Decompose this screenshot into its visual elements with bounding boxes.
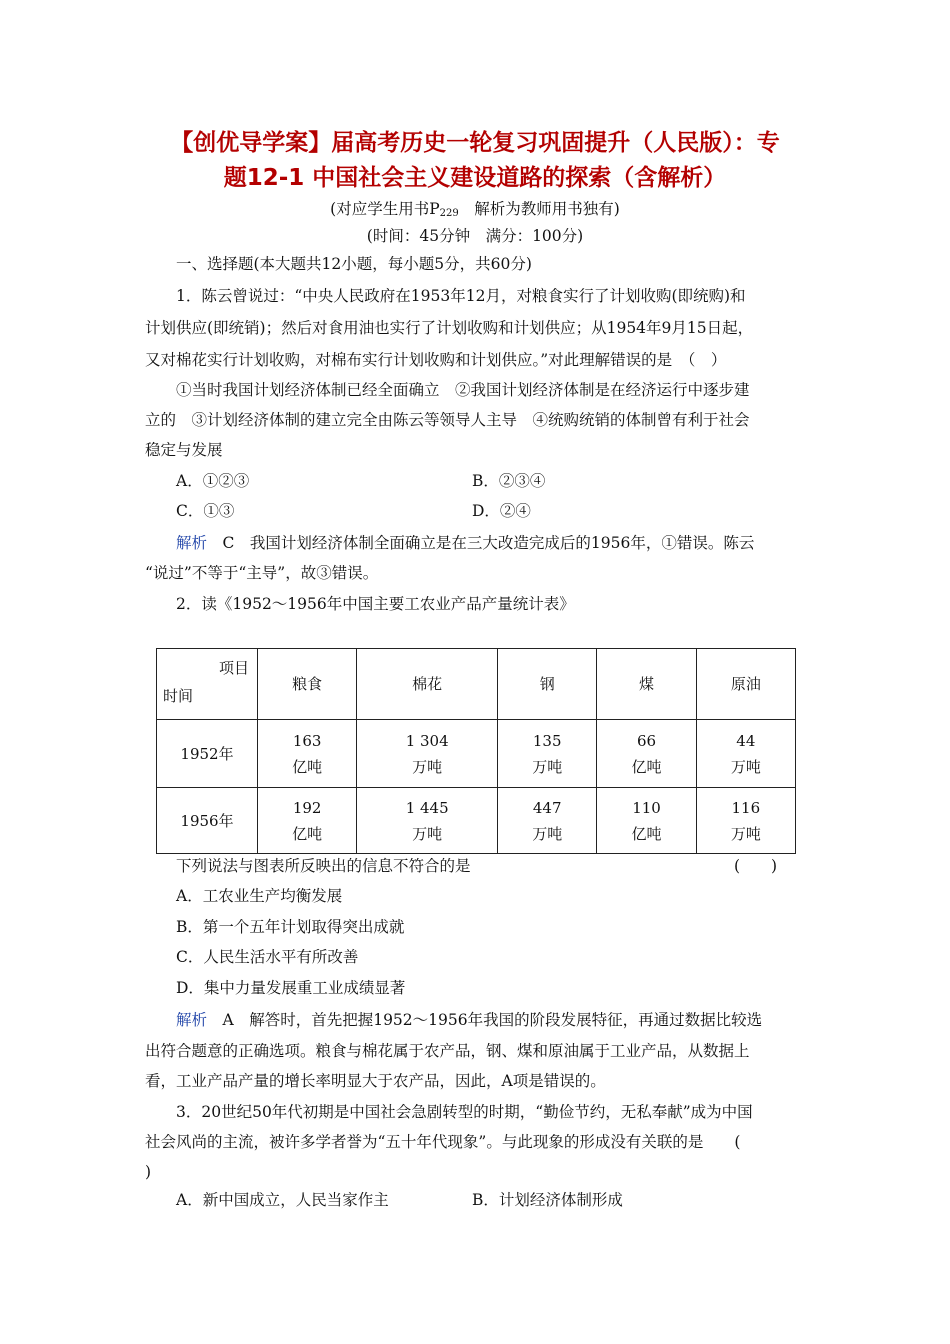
q3-stem-line-3: ) [145,1163,152,1181]
cell-value: 1 304 [405,731,449,750]
table-cell [696,788,795,854]
column-header: 钢 [498,649,597,720]
q3-stem-line-2: 社会风尚的主流，被许多学者誉为“五十年代现象”。与此现象的形成没有关联的是 ( [145,1133,741,1151]
cell-value: 135 [532,731,562,750]
q1-analysis-label: 解析 [176,534,208,552]
table-cell [597,788,696,854]
table-cell [258,720,357,788]
q1-analysis-text: C 我国计划经济体制全面确立是在三大改造完成后的1956年，①错误。陈云 [207,534,755,552]
column-header: 棉花 [357,649,498,720]
table-header-row [157,649,796,720]
cell-unit: 万吨 [532,757,563,776]
q3-stem-line-1: 3．20世纪50年代初期是中国社会急剧转型的时期，“勤俭节约，无私奉献”成为中国 [176,1103,753,1121]
cell-value: 110 [632,798,661,817]
subtitle-page-number: 229 [439,208,459,219]
column-header: 原油 [696,649,795,720]
q1-analysis-line-1 [176,533,754,553]
table-cell [498,788,597,854]
cell-value: 163 [292,731,322,750]
column-header: 煤 [597,649,696,720]
q1-choice-a: A．①②③ [176,472,250,490]
table-row [157,720,796,788]
header-item-label: 项目 [218,659,249,677]
cell-unit: 亿吨 [292,757,323,776]
document-title-line-1: 【创优导学案】届高考历史一轮复习巩固提升（人民版）：专 [170,130,780,156]
subtitle-note: 解析为教师用书独有) [458,200,620,218]
q2-answer-paren: ( ) [734,857,778,875]
cell-unit: 万吨 [730,824,761,843]
q1-options-line-2: 立的 ③计划经济体制的建立完全由陈云等领导人主导 ④统购统销的体制曾有利于社会 [145,411,750,429]
row-year: 1956年 [157,788,258,854]
row-year: 1952年 [157,720,258,788]
table-cell [357,788,498,854]
cell-unit: 亿吨 [292,824,323,843]
q1-options-line-1: ①当时我国计划经济体制已经全面确立 ②我国计划经济体制是在经济运行中逐步建 [176,381,750,399]
q2-choice-c: C．人民生活水平有所改善 [176,948,359,966]
cell-value: 116 [731,798,761,817]
cell-unit: 亿吨 [631,757,662,776]
cell-unit: 万吨 [412,757,443,776]
table-cell [258,788,357,854]
table-cell [597,720,696,788]
q1-analysis-line-2: “说过”不等于“主导”，故③错误。 [145,564,379,582]
q2-analysis-line-1 [176,1010,762,1030]
subtitle-text: (对应学生用书P [330,200,440,218]
section-heading: 一、选择题(本大题共12小题，每小题5分，共60分) [176,255,532,273]
cell-unit: 万吨 [730,757,761,776]
q2-choice-b: B．第一个五年计划取得突出成就 [176,918,405,936]
table-corner-header [157,649,258,720]
q2-analysis-label: 解析 [176,1011,208,1029]
q2-analysis-line-3: 看，工业产品产量的增长率明显大于农产品，因此，A项是错误的。 [145,1072,606,1090]
table-cell [498,720,597,788]
q3-choice-a: A．新中国成立，人民当家作主 [176,1191,389,1209]
cell-unit: 万吨 [532,824,563,843]
document-title-line-2: 题12-1 中国社会主义建设道路的探索（含解析） [223,165,727,191]
q1-choice-c: C．①③ [176,502,235,520]
q1-choice-d: D．②④ [472,502,531,520]
q1-stem-line-1: 1．陈云曾说过：“中央人民政府在1953年12月，对粮食实行了计划收购(即统购)和 [176,287,746,305]
q3-choice-b: B．计划经济体制形成 [472,1191,623,1209]
table-cell [357,720,498,788]
q2-question: 下列说法与图表所反映出的信息不符合的是 [176,857,471,875]
column-header: 粮食 [258,649,357,720]
table-cell [696,720,795,788]
cell-value: 447 [532,798,562,817]
q1-choice-b: B．②③④ [472,472,546,490]
cell-value: 66 [636,731,657,750]
q2-choice-d: D．集中力量发展重工业成绩显著 [176,979,406,997]
q2-stem: 2．读《1952～1956年中国主要工农业产品产量统计表》 [176,595,575,613]
q1-options-line-3: 稳定与发展 [145,441,223,459]
cell-value: 192 [292,798,322,817]
cell-unit: 万吨 [412,824,443,843]
cell-value: 1 445 [405,798,449,817]
production-stats-table [156,648,796,854]
subtitle [0,199,950,224]
table-row [157,788,796,854]
q2-analysis-text: A 解答时，首先把握1952～1956年我国的阶段发展特征，再通过数据比较选 [207,1011,763,1029]
q1-stem-line-3: 又对棉花实行计划收购，对棉布实行计划收购和计划供应。”对此理解错误的是 （ ） [145,351,727,369]
q2-choice-a: A．工农业生产均衡发展 [176,887,343,905]
q1-stem-line-2: 计划供应(即统销)；然后对食用油也实行了计划收购和计划供应；从1954年9月15日起， [145,319,754,337]
q2-analysis-line-2: 出符合题意的正确选项。粮食与棉花属于农产品，钢、煤和原油属于工业产品，从数据上 [145,1042,750,1060]
header-time-label: 时间 [163,687,194,705]
time-score-line: (时间：45分钟 满分：100分) [366,227,584,245]
cell-unit: 亿吨 [631,824,662,843]
cell-value: 44 [736,731,756,750]
